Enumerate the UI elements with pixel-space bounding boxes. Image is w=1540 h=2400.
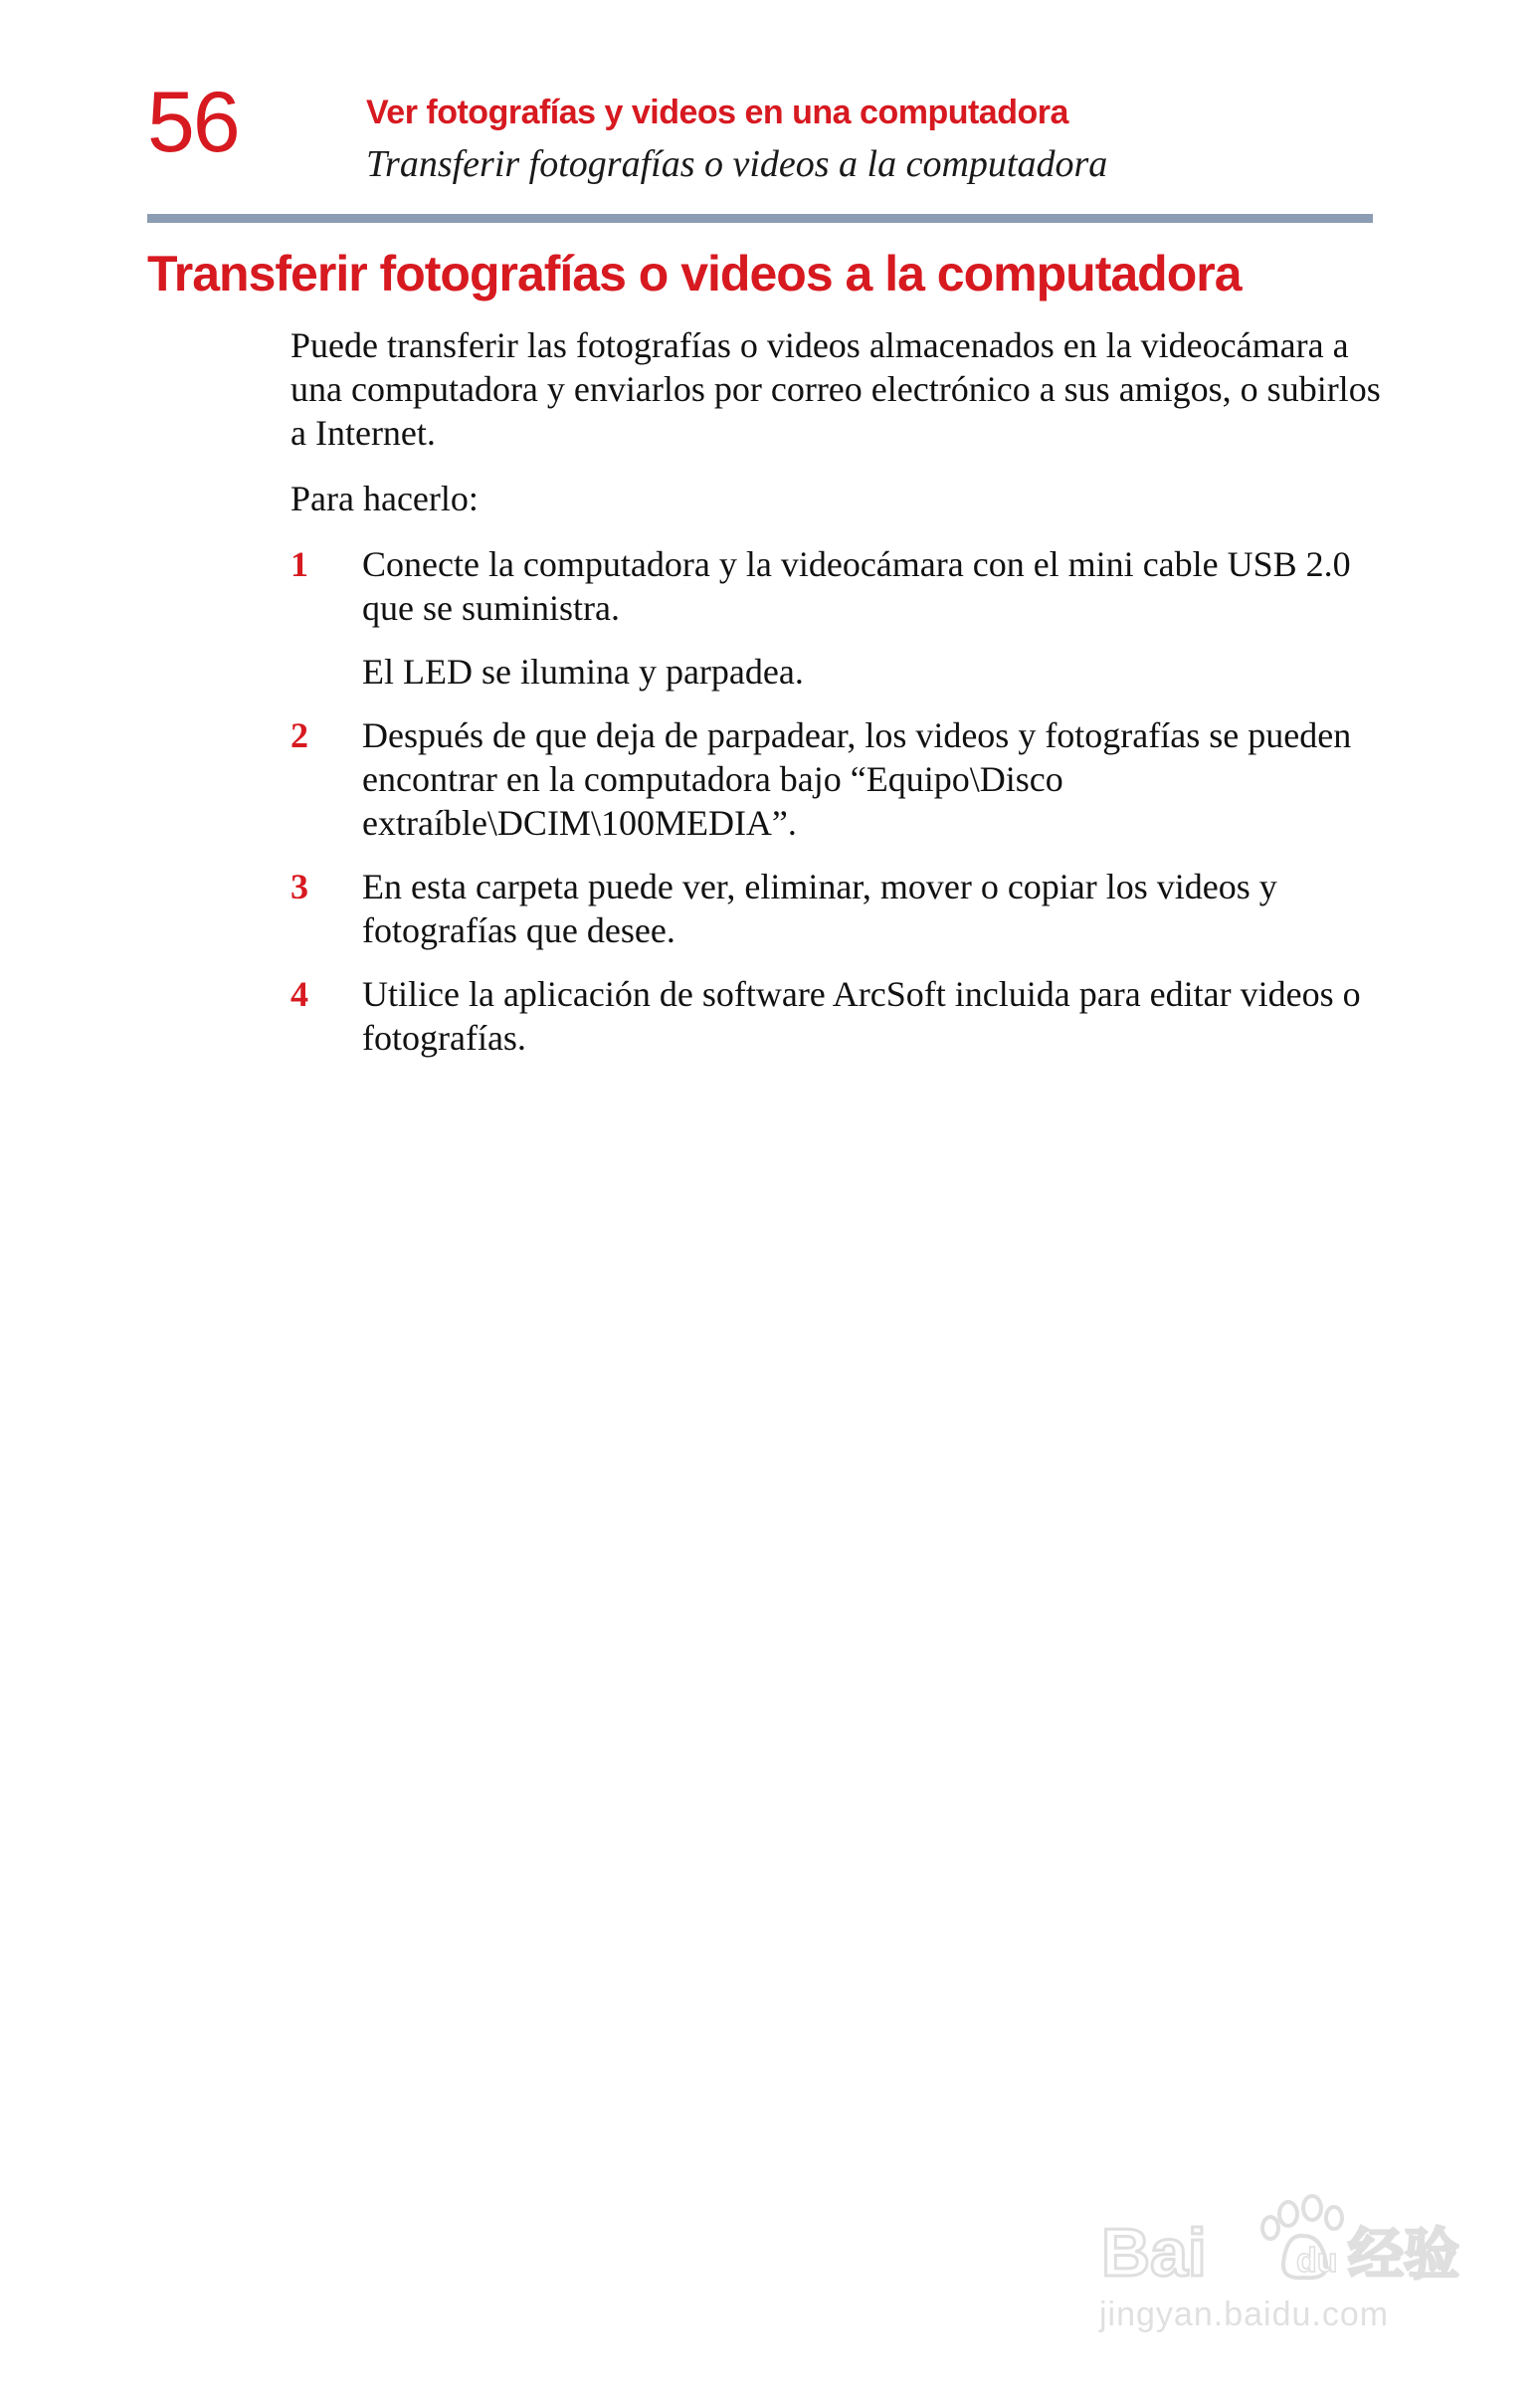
section-heading: Transferir fotografías o videos a la computadora — [147, 246, 1242, 301]
intro-paragraph: Puede transferir las fotografías o videos almacenados en la videocámara a una computadora y enviarlos por correo electrónico a sus amigos, o subirlos a Internet. — [290, 325, 1381, 453]
step-note: El LED se ilumina y parpadea. — [362, 652, 804, 692]
header-divider — [147, 214, 1373, 223]
step-number: 2 — [290, 715, 308, 755]
svg-text:du: du — [1296, 2242, 1338, 2280]
section-body — [290, 323, 1385, 1080]
svg-text:经验: 经验 — [1348, 2223, 1459, 2288]
step-item — [290, 542, 1385, 694]
step-number: 1 — [290, 544, 308, 584]
step-item — [290, 713, 1385, 845]
step-text: En esta carpeta puede ver, eliminar, mover o copiar los videos y fotografías que desee. — [362, 867, 1277, 950]
lead-in-paragraph: Para hacerlo: — [290, 479, 479, 518]
step-text: Después de que deja de parpadear, los videos y fotografías se pueden encontrar en la computadora bajo “Equipo\Disco extraíble\DCIM\100MEDIA”. — [362, 715, 1352, 843]
svg-text:Bai: Bai — [1101, 2215, 1207, 2291]
step-item — [290, 865, 1385, 952]
step-number: 4 — [290, 974, 308, 1014]
running-header-chapter: Ver fotografías y videos en una computadora — [366, 94, 1068, 131]
step-item — [290, 972, 1385, 1060]
baidu-watermark — [1099, 2184, 1477, 2333]
step-number: 3 — [290, 867, 308, 906]
running-header-section: Transferir fotografías o videos a la computadora — [366, 143, 1108, 185]
step-text: Utilice la aplicación de software ArcSoft incluida para editar videos o fotografías. — [362, 974, 1361, 1058]
watermark-url: jingyan.baidu.com — [1099, 2296, 1390, 2333]
step-text: Conecte la computadora y la videocámara con el mini cable USB 2.0 que se suministra. — [362, 544, 1351, 628]
steps-list — [290, 542, 1385, 1060]
page-number: 56 — [147, 75, 239, 170]
baidu-logo-icon — [1099, 2184, 1477, 2294]
